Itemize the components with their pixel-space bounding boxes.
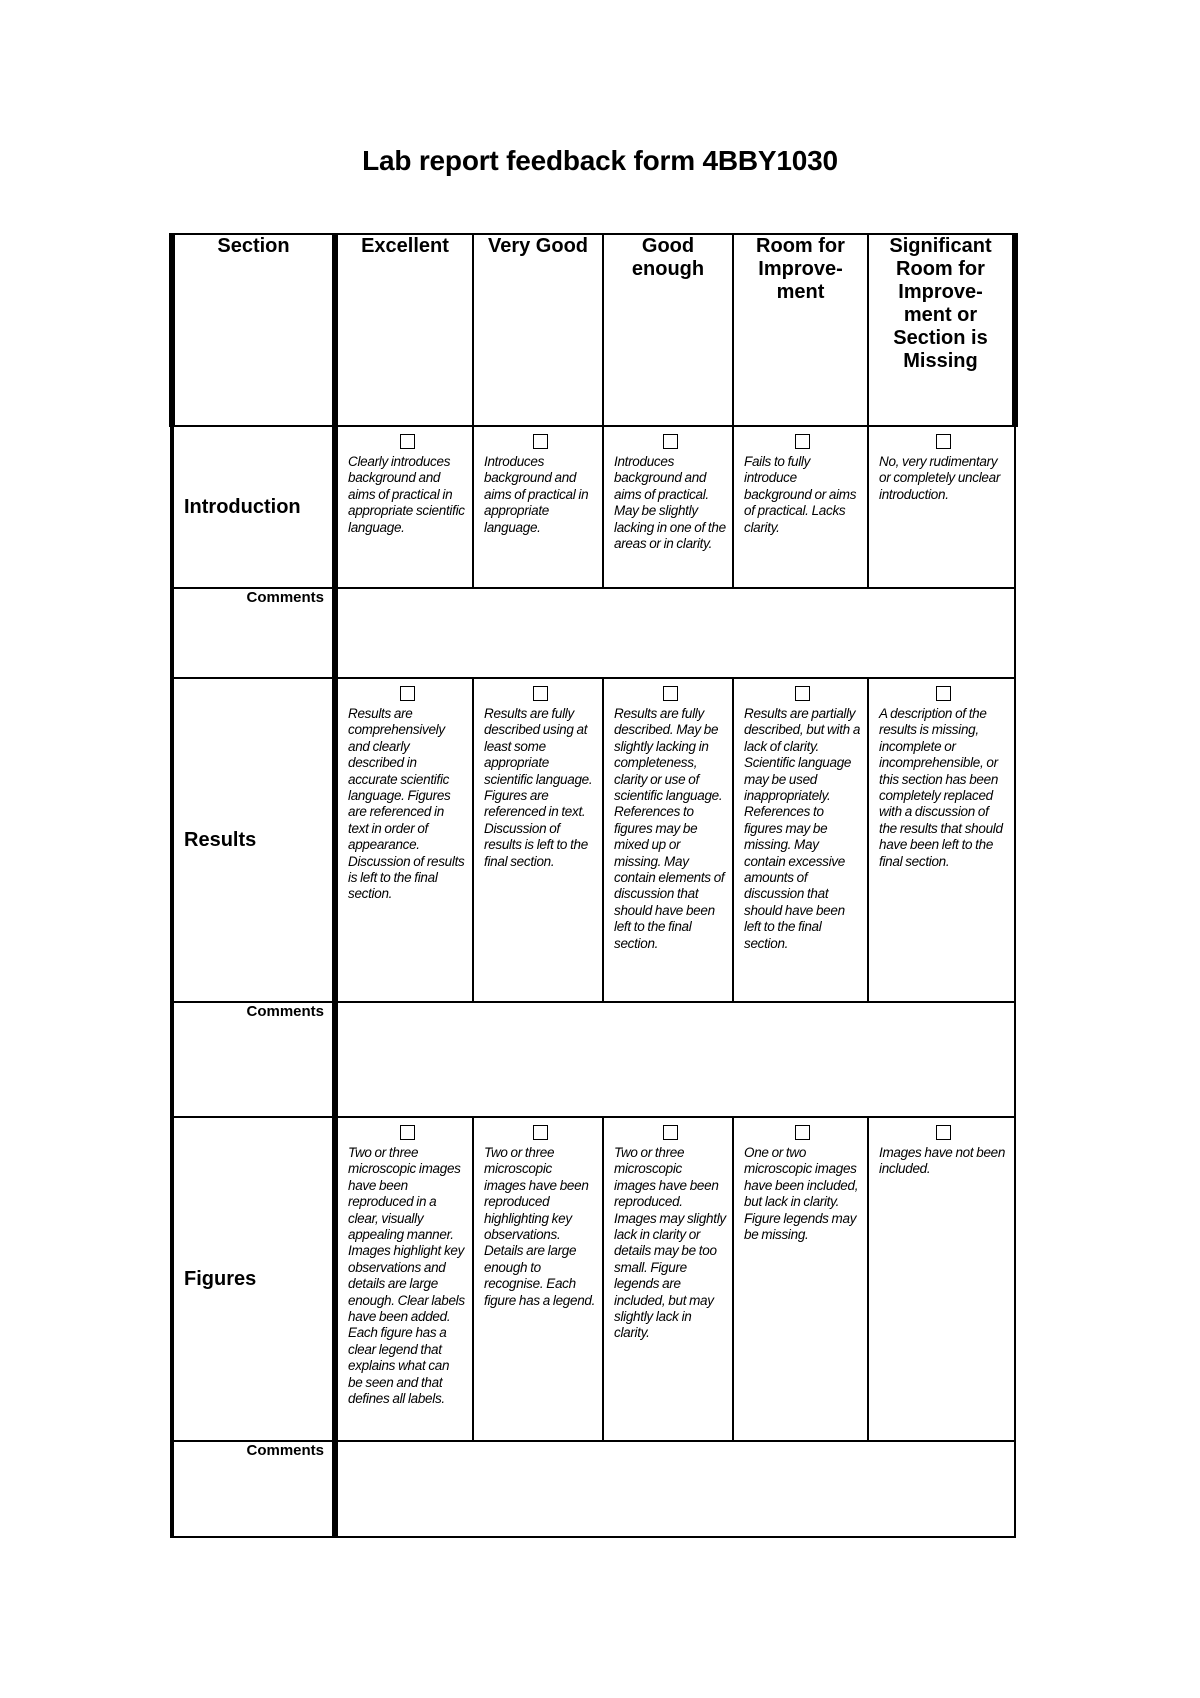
checkbox[interactable] bbox=[400, 434, 415, 449]
comments-row-introduction bbox=[172, 588, 1015, 678]
criterion-text: Fails to fully introduce background or aims of practical. Lacks clarity. bbox=[744, 454, 857, 535]
checkbox[interactable] bbox=[936, 1125, 951, 1140]
header-good-enough: Good enough bbox=[603, 234, 733, 426]
criterion-text: Introduces background and aims of practical in appropriate language. bbox=[484, 454, 589, 535]
criterion-text: Results are partially described, but with a lack of clarity. Scientific language may be used inappropriately. References to figures may be missing. May contain excessive amounts of discussion that should have been left to the final section. bbox=[744, 706, 861, 951]
checkbox[interactable] bbox=[663, 686, 678, 701]
criterion-cell bbox=[473, 426, 603, 588]
criterion-cell bbox=[335, 426, 473, 588]
criterion-cell bbox=[733, 678, 868, 1002]
criterion-cell bbox=[733, 1117, 868, 1441]
comments-field-results[interactable] bbox=[335, 1002, 1015, 1117]
comments-field-introduction[interactable] bbox=[335, 588, 1015, 678]
criterion-cell bbox=[868, 426, 1015, 588]
checkbox[interactable] bbox=[663, 1125, 678, 1140]
criterion-text: Clearly introduces background and aims of practical in appropriate scientific language. bbox=[348, 454, 465, 535]
comments-row-results bbox=[172, 1002, 1015, 1117]
criterion-cell bbox=[603, 1117, 733, 1441]
checkbox[interactable] bbox=[400, 1125, 415, 1140]
checkbox[interactable] bbox=[533, 434, 548, 449]
criterion-cell bbox=[868, 678, 1015, 1002]
criterion-text: Two or three microscopic images have been reproduced highlighting key observations. Details are large enough to recognise. Each figure has a legend. bbox=[484, 1145, 596, 1308]
checkbox[interactable] bbox=[936, 434, 951, 449]
section-row-introduction bbox=[172, 426, 1015, 588]
criterion-cell bbox=[335, 1117, 473, 1441]
section-row-results bbox=[172, 678, 1015, 1002]
criterion-text: Results are fully described. May be slightly lacking in completeness, clarity or use of scientific language. References to figures may be mixed up or missing. May contain elements of discussion that should have been left to the final section. bbox=[614, 706, 725, 951]
header-room-for-improvement: Room for Improve- ment bbox=[733, 234, 868, 426]
criterion-cell bbox=[603, 426, 733, 588]
header-significant-room: Significant Room for Improve- ment or Section is Missing bbox=[868, 234, 1015, 426]
criterion-text: Results are comprehensively and clearly described in accurate scientific language. Figures are referenced in text in order of appearance. Discussion of results is left to the final section. bbox=[348, 706, 465, 902]
criterion-text: One or two microscopic images have been included, but lack in clarity. Figure legends may be missing. bbox=[744, 1145, 859, 1243]
criterion-cell bbox=[335, 678, 473, 1002]
checkbox[interactable] bbox=[795, 1125, 810, 1140]
checkbox[interactable] bbox=[533, 686, 548, 701]
comments-label: Comments bbox=[172, 1002, 335, 1117]
criterion-cell bbox=[603, 678, 733, 1002]
criterion-text: No, very rudimentary or completely unclear introduction. bbox=[879, 454, 1001, 502]
header-section: Section bbox=[172, 234, 335, 426]
criterion-cell bbox=[473, 1117, 603, 1441]
section-label: Figures bbox=[172, 1117, 335, 1441]
checkbox[interactable] bbox=[795, 434, 810, 449]
section-label: Results bbox=[172, 678, 335, 1002]
section-row-figures bbox=[172, 1117, 1015, 1441]
checkbox[interactable] bbox=[400, 686, 415, 701]
comments-row-figures bbox=[172, 1441, 1015, 1537]
criterion-text: Two or three microscopic images have been reproduced. Images may slightly lack in clarity or details may be too small. Figure legends are included, but may slightly lack in clarity. bbox=[614, 1145, 726, 1341]
header-row bbox=[172, 234, 1015, 426]
comments-label: Comments bbox=[172, 1441, 335, 1537]
criterion-text: Introduces background and aims of practical. May be slightly lacking in one of the areas or in clarity. bbox=[614, 454, 726, 552]
checkbox[interactable] bbox=[795, 686, 810, 701]
criterion-text: A description of the results is missing, incomplete or incomprehensible, or this section has been completely replaced with a discussion of the results that should have been left to the final section. bbox=[879, 706, 1003, 869]
criterion-text: Results are fully described using at least some appropriate scientific language. Figures are referenced in text. Discussion of results is left to the final section. bbox=[484, 706, 593, 869]
comments-label: Comments bbox=[172, 588, 335, 678]
checkbox[interactable] bbox=[533, 1125, 548, 1140]
checkbox[interactable] bbox=[663, 434, 678, 449]
page-title: Lab report feedback form 4BBY1030 bbox=[362, 145, 838, 176]
feedback-rubric-table bbox=[169, 233, 1018, 1538]
header-very-good: Very Good bbox=[473, 234, 603, 426]
criterion-text: Images have not been included. bbox=[879, 1145, 1006, 1177]
criterion-cell bbox=[733, 426, 868, 588]
checkbox[interactable] bbox=[936, 686, 951, 701]
section-label: Introduction bbox=[172, 426, 335, 588]
header-excellent: Excellent bbox=[335, 234, 473, 426]
criterion-cell bbox=[473, 678, 603, 1002]
criterion-text: Two or three microscopic images have been reproduced in a clear, visually appealing manner. Images highlight key observations and details are large enough. Clear labels have been added. Each figure has a clear legend that explains what can be seen and that defines all labels. bbox=[348, 1145, 465, 1407]
comments-field-figures[interactable] bbox=[335, 1441, 1015, 1537]
criterion-cell bbox=[868, 1117, 1015, 1441]
